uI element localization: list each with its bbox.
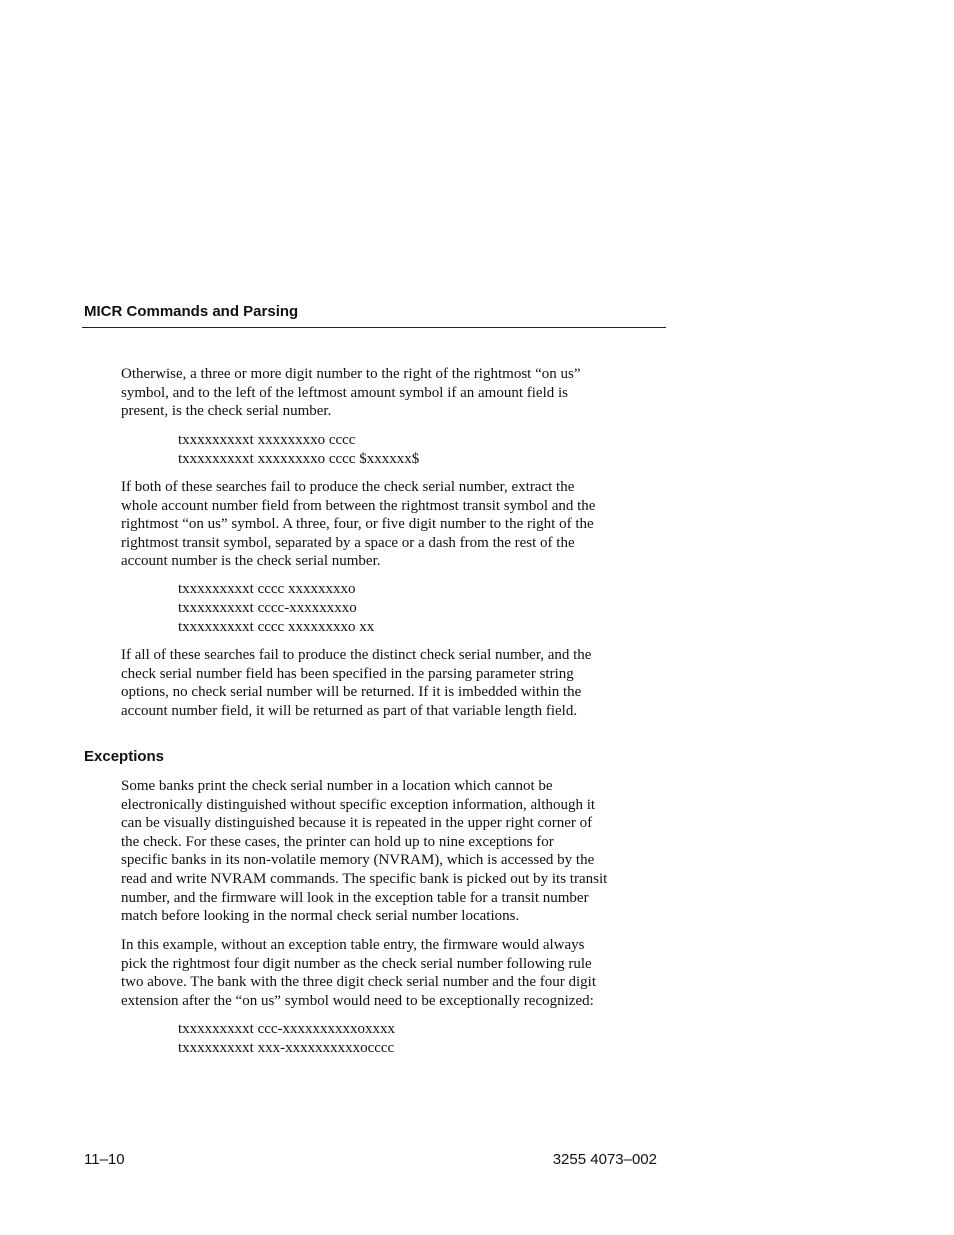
example-block-3 <box>178 1020 395 1058</box>
example-block-2 <box>178 580 374 638</box>
example-block-1 <box>178 431 419 469</box>
header-rule <box>82 327 666 328</box>
paragraph-account-field: If both of these searches fail to produce the check serial number, extract the whole account number field from between the rightmost transit symbol and the rightmost “on us” symbol. A three, four, or five digit number to the right of the rightmost transit symbol, separated by a space or a dash from the rest of the account number is the check serial number. <box>121 479 596 570</box>
section-heading-exceptions: Exceptions <box>84 748 165 765</box>
example-line: txxxxxxxxxt xxxxxxxxo cccc <box>178 432 356 448</box>
example-line: txxxxxxxxxt cccc xxxxxxxxo xx <box>178 619 375 636</box>
example-line: txxxxxxxxxt cccc-xxxxxxxxo <box>178 600 357 617</box>
paragraph-rightmost-on-us: Otherwise, a three or more digit number to the right of the rightmost “on us” symbol, and to the left of the leftmost amount symbol if an amount field is present, is the check serial number. <box>121 366 581 420</box>
example-line: txxxxxxxxxt ccc-xxxxxxxxxxoxxxx <box>178 1021 396 1037</box>
document-number: 3255 4073–002 <box>552 1151 657 1168</box>
example-line: txxxxxxxxxt xxx-xxxxxxxxxxocccc <box>178 1040 395 1057</box>
example-line: txxxxxxxxxt xxxxxxxxo cccc $xxxxxx$ <box>178 451 420 468</box>
paragraph-searches-fail: If all of these searches fail to produce the distinct check serial number, and the check serial number field has been specified in the parsing parameter string options, no check serial number will be returned. If it is imbedded within the account number field, it will be returned as part of that variable length field. <box>121 647 592 719</box>
example-line: txxxxxxxxxt cccc xxxxxxxxo <box>178 581 356 597</box>
running-header: MICR Commands and Parsing <box>84 303 299 320</box>
paragraph-exceptions: Some banks print the check serial number in a location which cannot be electronically distinguished without specific exception information, although it can be visually distinguished because it is repeated in the upper right corner of the check. For these cases, the printer can hold up to nine exceptions for specific banks in its non-volatile memory (NVRAM), which is accessed by the read and write NVRAM commands. The specific bank is picked out by its transit number, and the firmware will look in the exception table for a transit number match before looking in the normal check serial number locations. <box>121 778 608 925</box>
paragraph-example: In this example, without an exception table entry, the firmware would always pick the rightmost four digit number as the check serial number following rule two above. The bank with the three digit check serial number and the four digit extension after the “on us” symbol would need to be exceptionally recognized: <box>121 937 596 1009</box>
page-number: 11–10 <box>84 1151 125 1168</box>
